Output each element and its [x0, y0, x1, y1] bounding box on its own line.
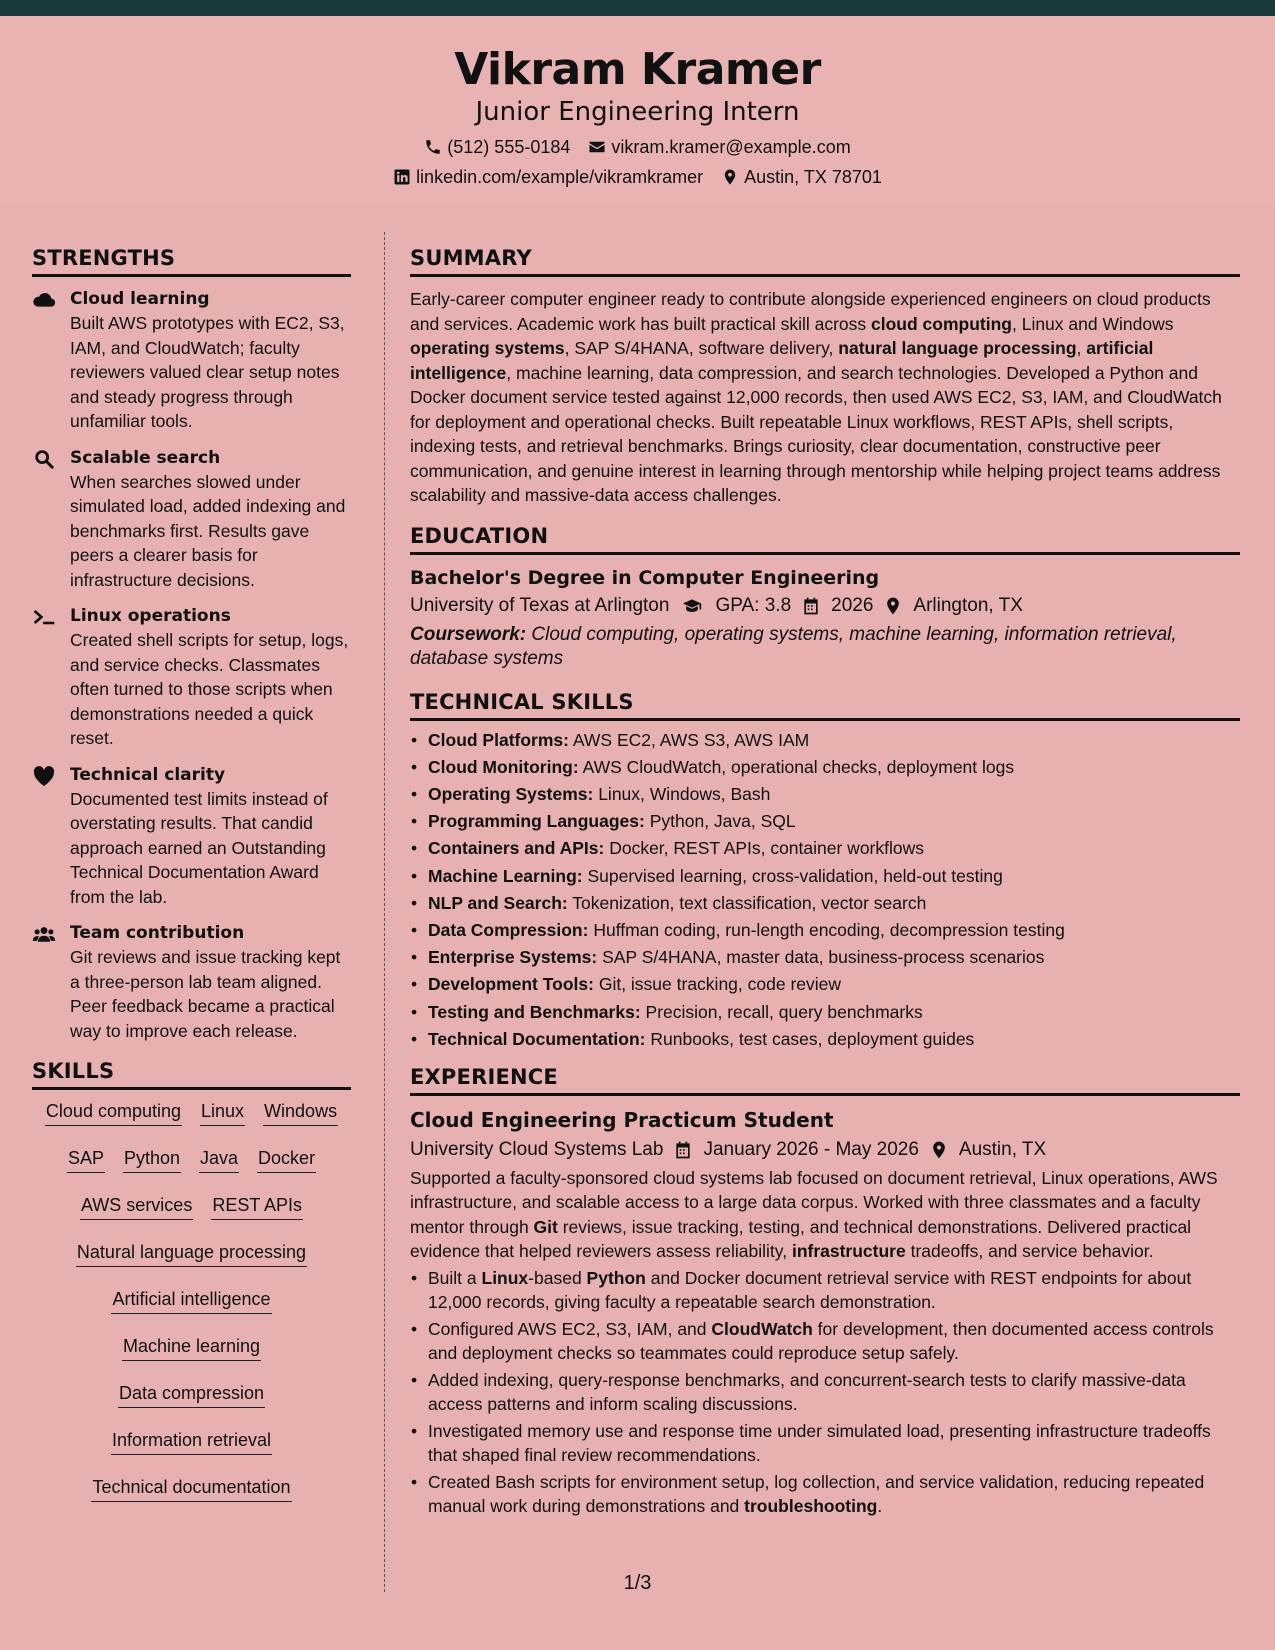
strength-body — [70, 604, 351, 751]
email-text[interactable]: vikram.kramer@example.com — [611, 137, 851, 157]
skill-tag: Windows — [263, 1100, 338, 1126]
skills-row — [36, 1100, 347, 1126]
degree-title: Bachelor's Degree in Computer Engineering — [410, 566, 880, 589]
technical-skill-item — [410, 890, 1240, 917]
text-segment: Supported a faculty-sponsored cloud systems lab focused on document retrieval, Linux operations, AWS infrastructure, and scalable access to a large data corpus. Worked with three classmates and a faculty mentor through — [410, 1167, 1218, 1237]
strength-icon-wrap — [32, 921, 70, 1043]
linkedin-icon — [393, 168, 411, 186]
technical-skill-item — [410, 944, 1240, 971]
users-icon — [32, 923, 56, 945]
text-segment: , SAP S/4HANA, software delivery, — [564, 338, 839, 358]
skill-tag: Technical documentation — [91, 1476, 291, 1502]
phone-text: (512) 555-0184 — [447, 137, 571, 157]
technical-skill-item — [410, 917, 1240, 944]
map-marker-icon — [721, 168, 739, 186]
bold-keyword: cloud computing — [871, 313, 1012, 334]
skill-tag: Cloud computing — [45, 1100, 182, 1126]
skill-values: AWS CloudWatch, operational checks, deployment logs — [582, 756, 1015, 777]
skill-category: Technical Documentation: — [428, 1028, 646, 1049]
bold-keyword: infrastructure — [791, 1241, 906, 1262]
skill-values: Python, Java, SQL — [649, 811, 796, 832]
map-marker-icon — [883, 596, 903, 616]
text-segment: for development, then documented access controls and deployment checks so teammates could reproduce setup safely. — [428, 1318, 1214, 1364]
phone-icon — [424, 138, 442, 156]
text-segment: tradeoffs, and service behavior. — [905, 1241, 1154, 1262]
experience-bullet — [410, 1470, 1240, 1519]
education-heading: EDUCATION — [410, 522, 1240, 555]
email-contact[interactable] — [588, 136, 850, 158]
technical-skill-item — [410, 781, 1240, 808]
skill-values: AWS EC2, AWS S3, AWS IAM — [572, 729, 810, 750]
bold-keyword: troubleshooting — [744, 1496, 878, 1517]
skill-tag: SAP — [67, 1147, 105, 1173]
school-name: University of Texas at Arlington — [410, 594, 670, 616]
school-location: Arlington, TX — [913, 594, 1023, 616]
experience-bullet — [410, 1266, 1240, 1315]
strength-item — [32, 446, 351, 593]
strength-item — [32, 921, 351, 1043]
strength-icon-wrap — [32, 604, 70, 751]
skill-tag: Data compression — [118, 1382, 265, 1408]
skills-row — [36, 1241, 347, 1267]
strength-desc: When searches slowed under simulated load, added indexing and benchmarks first. Results gave peers a clearer basis for infrastructure decisions. — [70, 471, 346, 590]
experience-bullet — [410, 1368, 1240, 1417]
skill-values: Runbooks, test cases, deployment guides — [650, 1028, 975, 1049]
skill-tag: AWS services — [80, 1194, 193, 1220]
job-location: Austin, TX — [958, 1138, 1047, 1160]
skill-tag: Python — [123, 1147, 181, 1173]
search-icon — [32, 448, 56, 470]
text-segment: and Docker document retrieval service with REST endpoints for about 12,000 records, giving faculty a repeatable search demonstration. — [428, 1267, 1192, 1313]
text-segment: , machine learning, data compression, and search technologies. Developed a Python and Docker document service tested against 12,000 records, then used AWS EC2, S3, IAM, and CloudWatch for deployment and operational checks. Built repeatable Linux workflows, REST APIs, shell scripts, indexing tests, and retrieval benchmarks. Brings curiosity, clear documentation, constructive peer communication, and genuine interest in learning through mentorship while helping project teams address scalability and massive-data access challenges. — [410, 362, 1222, 505]
skill-category: Machine Learning: — [428, 865, 583, 886]
skill-tag: Natural language processing — [76, 1241, 307, 1267]
bold-keyword: artificial intelligence — [410, 338, 1154, 383]
bold-keyword: operating systems — [410, 338, 565, 358]
strengths-heading: STRENGTHS — [32, 244, 351, 277]
skill-category: Containers and APIs: — [428, 838, 605, 859]
text-segment: Early-career computer engineer ready to contribute alongside experienced engineers on cloud products and services. Academic work has built practical skill across — [410, 289, 1211, 334]
text-segment: , Linux and Windows — [1011, 313, 1174, 334]
job-title: Cloud Engineering Practicum Student — [410, 1107, 834, 1132]
map-marker-icon — [929, 1140, 949, 1160]
bold-keyword: Python — [586, 1267, 646, 1288]
technical-skill-item — [410, 999, 1240, 1026]
graduation-cap-icon — [679, 596, 705, 616]
column-divider — [384, 232, 385, 1592]
skill-values: Docker, REST APIs, container workflows — [609, 838, 924, 859]
strength-desc: Documented test limits instead of overstating results. That candid approach earned an Outstanding Technical Documentation Award from the lab. — [70, 788, 328, 907]
technical-skill-item — [410, 727, 1240, 754]
strength-item — [32, 763, 351, 910]
employer-name: University Cloud Systems Lab — [410, 1138, 664, 1160]
skill-category: Cloud Platforms: — [428, 729, 569, 750]
summary-text — [410, 287, 1240, 508]
contact-line-1 — [0, 136, 1275, 158]
candidate-title: Junior Engineering Intern — [475, 97, 800, 127]
cloud-icon — [32, 289, 56, 311]
technical-skills-heading: TECHNICAL SKILLS — [410, 688, 1240, 721]
technical-skill-item — [410, 808, 1240, 835]
contact-line-2 — [0, 166, 1275, 188]
skill-tag: Java — [199, 1147, 239, 1173]
strength-item — [32, 604, 351, 751]
resume-header — [0, 16, 1275, 204]
candidate-name: Vikram Kramer — [454, 44, 821, 95]
heart-icon — [32, 765, 56, 787]
skill-values: Git, issue tracking, code review — [598, 974, 842, 995]
skill-category: Enterprise Systems: — [428, 947, 598, 968]
technical-skill-item — [410, 863, 1240, 890]
experience-heading: EXPERIENCE — [410, 1063, 1240, 1096]
skill-tag: Machine learning — [122, 1335, 261, 1361]
skills-heading: SKILLS — [32, 1057, 351, 1090]
strength-body — [70, 763, 351, 910]
skills-row — [36, 1429, 347, 1455]
technical-skills-list — [410, 727, 1240, 1053]
strength-desc: Created shell scripts for setup, logs, and service checks. Classmates often turned to those scripts when demonstrations needed a quick reset. — [70, 630, 349, 748]
strength-body — [70, 446, 351, 593]
skills-row — [36, 1288, 347, 1314]
skill-category: Cloud Monitoring: — [428, 756, 579, 777]
bold-keyword: Linux — [481, 1267, 529, 1288]
strength-title: Technical clarity — [70, 764, 226, 785]
gpa-text: GPA: 3.8 — [715, 594, 792, 616]
envelope-icon — [588, 138, 606, 156]
skill-category: Development Tools: — [428, 974, 594, 995]
strength-icon-wrap — [32, 763, 70, 910]
skill-values: Linux, Windows, Bash — [598, 783, 771, 804]
skill-category: Testing and Benchmarks: — [428, 1001, 641, 1022]
coursework-label: Coursework: — [410, 623, 527, 645]
skill-category: Programming Languages: — [428, 811, 645, 832]
experience-bullet — [410, 1419, 1240, 1468]
text-segment: . — [877, 1496, 883, 1517]
terminal-icon — [32, 606, 56, 628]
skill-tag: Artificial intelligence — [111, 1288, 271, 1314]
skill-category: Operating Systems: — [428, 783, 594, 804]
strength-title: Team contribution — [70, 923, 245, 943]
strength-desc: Built AWS prototypes with EC2, S3, IAM, and CloudWatch; faculty reviewers valued clear setup notes and steady progress through unfamiliar tools. — [70, 313, 345, 431]
text-segment: Configured AWS EC2, S3, IAM, and — [428, 1318, 712, 1339]
job-description — [410, 1166, 1240, 1264]
text-segment: , — [1076, 338, 1087, 358]
strength-title: Cloud learning — [70, 289, 210, 309]
text-segment: Built a — [428, 1267, 482, 1288]
calendar-icon — [673, 1140, 693, 1160]
linkedin-text[interactable]: linkedin.com/example/vikramkramer — [416, 167, 704, 187]
job-bullets — [410, 1266, 1240, 1519]
technical-skill-item — [410, 835, 1240, 862]
skill-values: SAP S/4HANA, master data, business-process scenarios — [602, 947, 1045, 968]
strength-item — [32, 287, 351, 434]
text-segment: Added indexing, query-response benchmarks, and concurrent-search tests to clarify massive-data access patterns and inform scaling discussions. — [428, 1369, 1186, 1415]
skill-category: NLP and Search: — [428, 892, 568, 913]
skill-tag: REST APIs — [211, 1194, 303, 1220]
linkedin-contact[interactable] — [393, 166, 703, 188]
skill-values: Supervised learning, cross-validation, held-out testing — [587, 865, 1003, 886]
text-segment: reviews, issue tracking, testing, and technical demonstrations. Delivered practical evidence that helped reviewers assess reliability, — [410, 1216, 1192, 1262]
skill-category: Data Compression: — [428, 919, 589, 940]
coursework — [410, 623, 1240, 672]
skills-tags — [32, 1100, 351, 1502]
summary-heading: SUMMARY — [410, 244, 1240, 277]
strength-body — [70, 287, 351, 434]
coursework-list: Cloud computing, operating systems, machine learning, information retrieval, database systems — [410, 623, 1177, 669]
strength-icon-wrap — [32, 446, 70, 593]
strength-title: Linux operations — [70, 606, 231, 626]
skills-row — [36, 1194, 347, 1220]
skill-values: Precision, recall, query benchmarks — [645, 1001, 923, 1022]
technical-skill-item — [410, 971, 1240, 998]
technical-skill-item — [410, 1026, 1240, 1053]
skills-row — [36, 1382, 347, 1408]
bold-keyword: natural language processing — [838, 338, 1077, 358]
skill-tag: Docker — [257, 1147, 316, 1173]
skills-row — [36, 1147, 347, 1173]
left-column — [32, 244, 351, 1523]
calendar-icon — [801, 596, 821, 616]
strengths-list — [32, 287, 351, 1043]
skill-tag: Information retrieval — [111, 1429, 272, 1455]
strength-body — [70, 921, 351, 1043]
page-number: 1/3 — [623, 1572, 652, 1594]
phone-contact — [424, 136, 570, 158]
strength-title: Scalable search — [70, 447, 221, 468]
top-color-bar — [0, 0, 1275, 16]
right-column — [410, 244, 1240, 1521]
skill-values: Huffman coding, run-length encoding, decompression testing — [593, 919, 1065, 940]
experience-bullet — [410, 1317, 1240, 1366]
skill-tag: Linux — [200, 1100, 245, 1126]
location-text: Austin, TX 78701 — [744, 167, 882, 187]
technical-skill-item — [410, 754, 1240, 781]
text-segment: Investigated memory use and response time under simulated load, presenting infrastructure tradeoffs that shaped final review recommendations. — [428, 1420, 1211, 1466]
skills-row — [36, 1476, 347, 1502]
location-contact — [721, 166, 882, 188]
bold-keyword: Git — [533, 1216, 558, 1237]
graduation-year: 2026 — [831, 594, 874, 616]
strength-desc: Git reviews and issue tracking kept a three-person lab team aligned. Peer feedback became a practical way to improve each release. — [70, 947, 341, 1041]
text-segment: -based — [528, 1267, 587, 1288]
strength-icon-wrap — [32, 287, 70, 434]
education-details — [410, 591, 1240, 621]
skill-values: Tokenization, text classification, vector search — [572, 892, 927, 913]
bold-keyword: CloudWatch — [711, 1318, 813, 1339]
job-details — [410, 1134, 1240, 1166]
skills-row — [36, 1335, 347, 1361]
job-dates: January 2026 - May 2026 — [703, 1138, 919, 1160]
text-segment: Created Bash scripts for environment setup, log collection, and service validation, reducing repeated manual work during demonstrations and — [428, 1471, 1205, 1517]
